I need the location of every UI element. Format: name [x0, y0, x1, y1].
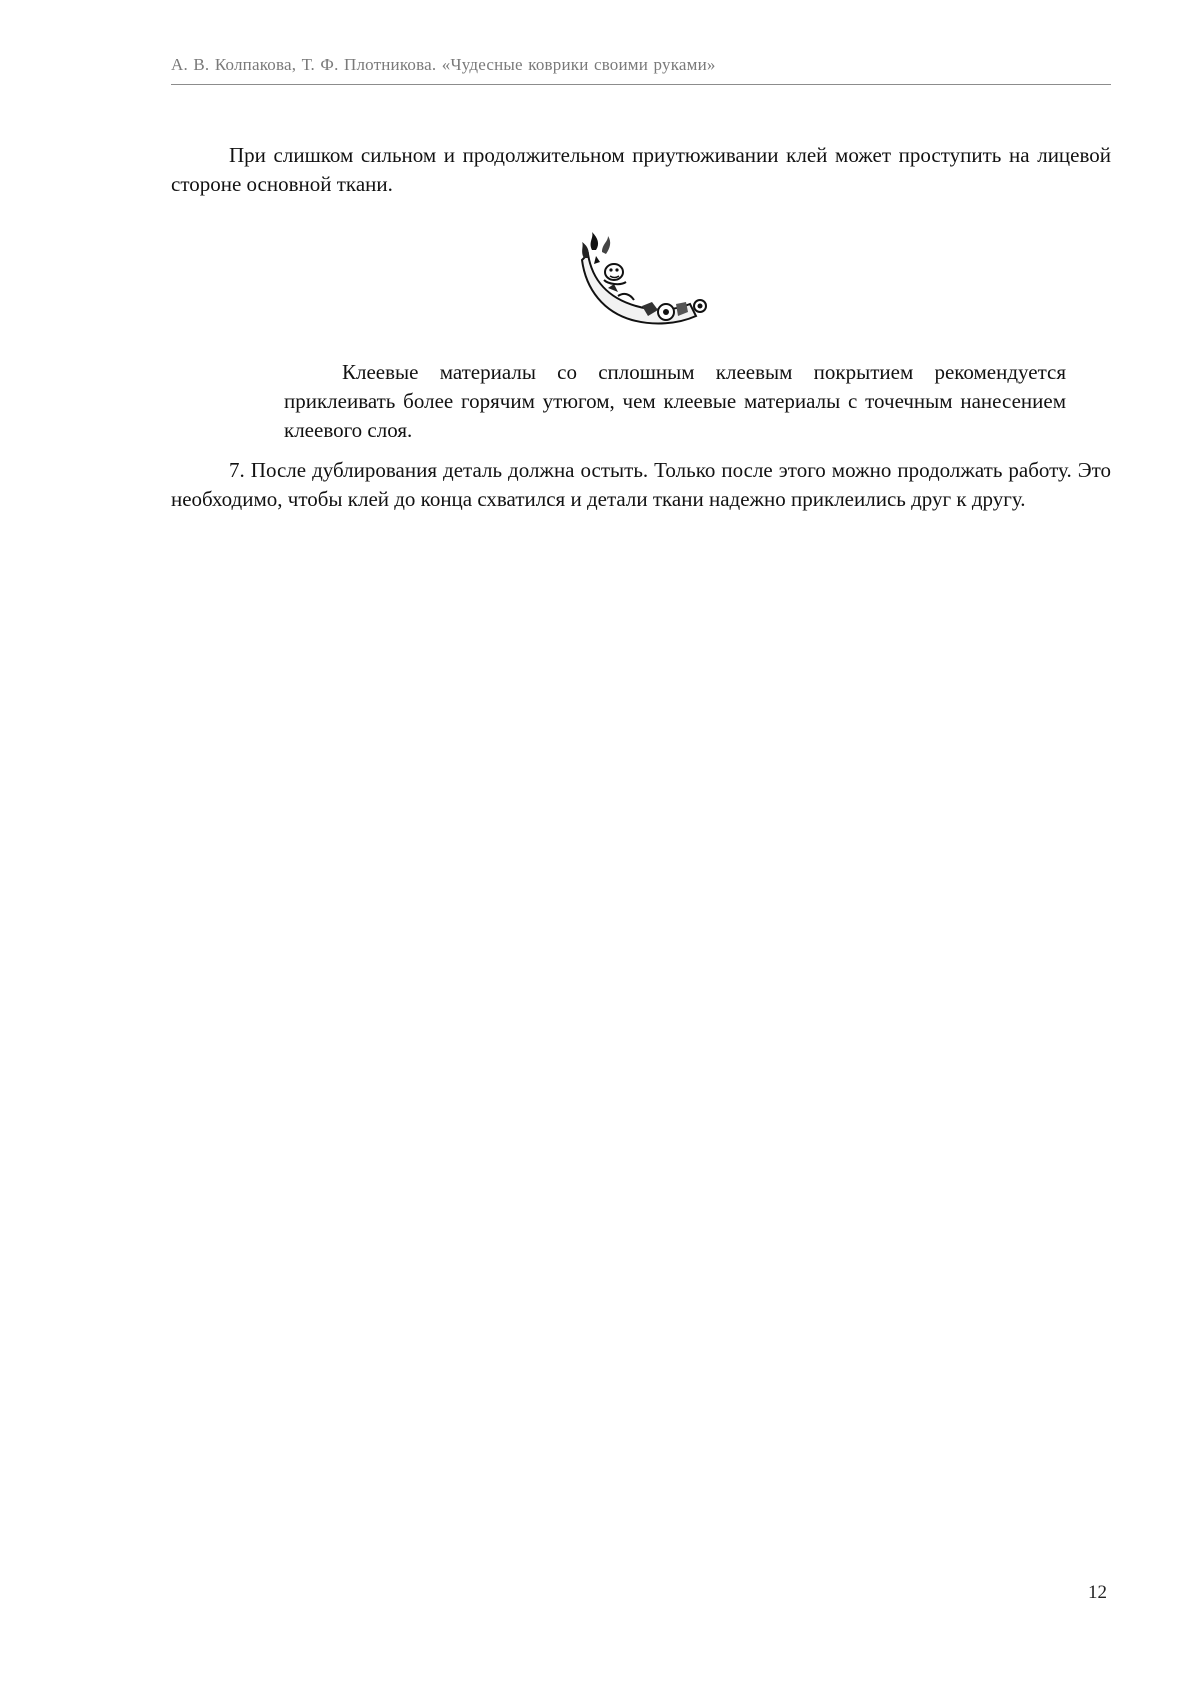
page-number: 12 — [1088, 1582, 1107, 1603]
running-header-title: А. В. Колпакова, Т. Ф. Плотникова. «Чудесные коврики своими руками» — [171, 55, 716, 74]
flying-carpet-icon — [578, 232, 714, 328]
body-paragraph-2: 7. После дублирования деталь должна остыть. Только после этого можно продолжать работу. Это необходимо, чтобы клей до конца схватился и детали ткани надежно приклеились друг к другу. — [171, 458, 1111, 511]
note-paragraph: Клеевые материалы со сплошным клеевым покрытием рекомендуется приклеивать более горячим утюгом, чем клеевые материалы с точечным нанесением клеевого слоя. — [284, 360, 1066, 442]
running-header — [171, 54, 1111, 85]
body-paragraph-1: При слишком сильном и продолжительном приутюживании клей может проступить на лицевой стороне основной ткани. — [171, 143, 1111, 196]
